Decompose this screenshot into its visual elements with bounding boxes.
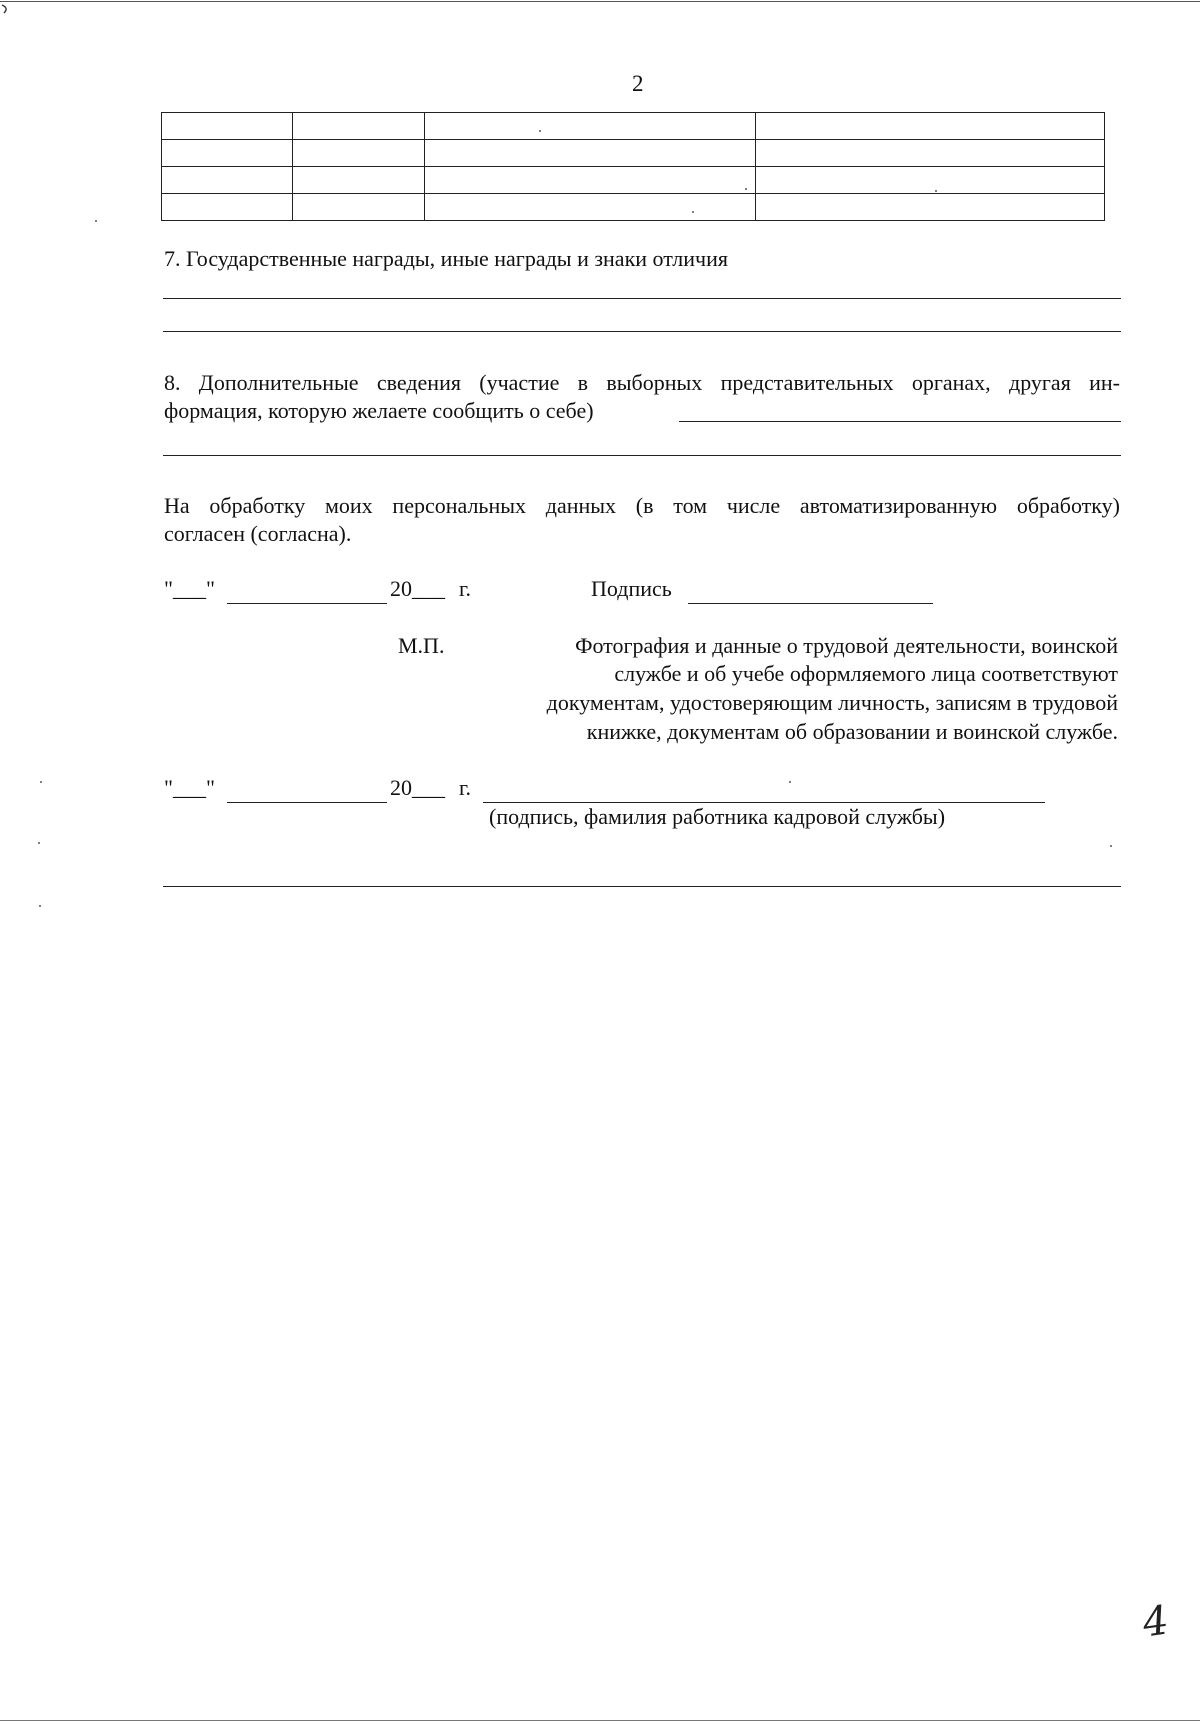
- scan-edge-bottom: [0, 1720, 1200, 1721]
- section7-fill-line-2[interactable]: [163, 331, 1121, 332]
- date2-year-suffix: г.: [459, 775, 472, 800]
- date1-year-suffix: г.: [459, 576, 472, 601]
- table-cell[interactable]: [162, 167, 293, 194]
- scan-speck: [95, 220, 97, 222]
- continuation-table: [161, 112, 1105, 221]
- table-row: [162, 167, 1105, 194]
- verification-line-2: службе и об учебе оформляемого лица соответствуют: [614, 661, 1118, 686]
- section8-text-line-1: 8. Дополнительные сведения (участие в выборных представительных органах, другая ин-: [164, 370, 1120, 395]
- section7-fill-line-1[interactable]: [163, 298, 1121, 299]
- table-cell[interactable]: [293, 140, 425, 167]
- table-cell[interactable]: [425, 113, 756, 140]
- table-cell[interactable]: [756, 140, 1105, 167]
- table-row: [162, 194, 1105, 221]
- scan-speck: [40, 781, 42, 783]
- consent-text-line-1: На обработку моих персональных данных (в том числе автоматизированную обработку): [164, 493, 1120, 518]
- table-cell[interactable]: [293, 113, 425, 140]
- table-cell[interactable]: [425, 167, 756, 194]
- section8-fill-line-2[interactable]: [163, 455, 1121, 456]
- signature-line[interactable]: [688, 603, 933, 604]
- table-cell[interactable]: [425, 194, 756, 221]
- scan-edge-top: [0, 1, 1200, 2]
- table-cell[interactable]: [162, 140, 293, 167]
- verification-line-4: книжке, документам об образовании и воинской службе.: [586, 719, 1118, 744]
- scan-speck: [692, 211, 694, 213]
- date2-month-line[interactable]: [227, 802, 387, 803]
- table-cell[interactable]: [756, 113, 1105, 140]
- scan-speck: [1110, 845, 1112, 847]
- table-cell[interactable]: [162, 194, 293, 221]
- section7-label: 7. Государственные награды, иные награды и знаки отличия: [164, 246, 729, 271]
- page-number: 2: [632, 71, 644, 96]
- date1-month-line[interactable]: [227, 603, 387, 604]
- table-cell[interactable]: [756, 194, 1105, 221]
- section8-fill-line-inline[interactable]: [679, 421, 1121, 422]
- table-row: [162, 140, 1105, 167]
- scan-speck: [789, 781, 791, 783]
- date1-day: "___": [164, 576, 215, 601]
- scan-speck: [38, 842, 40, 844]
- table-cell[interactable]: [756, 167, 1105, 194]
- table-cell[interactable]: [293, 194, 425, 221]
- date2-day: "___": [164, 775, 215, 800]
- hr-signature-caption: (подпись, фамилия работника кадровой службы): [489, 804, 946, 829]
- closing-rule: [163, 886, 1121, 887]
- handwritten-page-mark: 4: [1139, 1597, 1172, 1647]
- date1-year-prefix: 20___: [390, 576, 445, 601]
- stamp-label: М.П.: [398, 633, 445, 658]
- section8-text-line-2: формация, которую желаете сообщить о себе): [164, 398, 594, 423]
- consent-text-line-2: согласен (согласна).: [164, 521, 352, 546]
- verification-line-3: документам, удостоверяющим личность, записям в трудовой: [546, 690, 1118, 715]
- scan-speck: [39, 905, 41, 907]
- scan-speck: [539, 130, 541, 132]
- scan-speck: [745, 188, 747, 190]
- date2-year-prefix: 20___: [390, 775, 445, 800]
- corner-mark-icon: [0, 2, 14, 20]
- table-cell[interactable]: [293, 167, 425, 194]
- table-cell[interactable]: [425, 140, 756, 167]
- table-cell[interactable]: [162, 113, 293, 140]
- verification-line-1: Фотография и данные о трудовой деятельности, воинской: [575, 633, 1118, 658]
- signature-label: Подпись: [591, 576, 672, 601]
- table-row: [162, 113, 1105, 140]
- scan-speck: [935, 190, 937, 192]
